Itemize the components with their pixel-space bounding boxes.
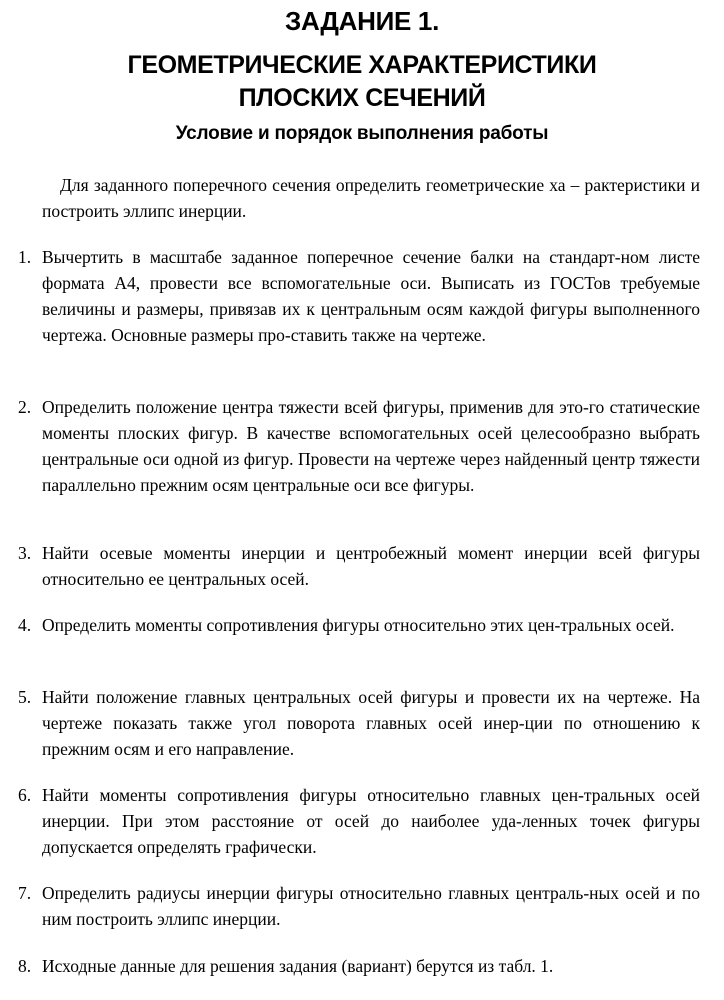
- topic-title-line-2: ПЛОСКИХ СЕЧЕНИЙ: [238, 84, 486, 112]
- list-item-text: Найти моменты сопротивления фигуры относительно главных цен-тральных осей инерции. При этом расстояние от осей до наиболее уда-ленных точек фигуры допускается определять графически.: [42, 785, 700, 857]
- list-item-number: 7.: [18, 883, 32, 903]
- list-item-text: Исходные данные для решения задания (вариант) берутся из табл. 1.: [42, 956, 554, 976]
- list-item-number: 5.: [18, 687, 32, 707]
- topic-title-line-1: ГЕОМЕТРИЧЕСКИЕ ХАРАКТЕРИСТИКИ: [127, 51, 597, 79]
- list-item-text: Найти осевые моменты инерции и центробежный момент инерции всей фигуры относительно ее центральных осей.: [42, 543, 700, 589]
- list-item-text: Вычертить в масштабе заданное поперечное сечение балки на стандарт-ном листе формата А4, провести все вспомогательные оси. Выписать из ГОСТов требуемые величины и размеры, привязав их к центральным осям каждой фигуры выполненного чертежа. Основные размеры про-ставить также на чертеже.: [42, 247, 700, 345]
- list-item-number: 1.: [18, 247, 32, 267]
- list-item-text: Найти положение главных центральных осей фигуры и провести их на чертеже. На чертеже показать также угол поворота главных осей инер-ции по отношению к прежним осям и его направление.: [42, 687, 700, 759]
- list-item-number: 8.: [18, 956, 32, 976]
- list-item-text: Определить моменты сопротивления фигуры относительно этих цен-тральных осей.: [42, 615, 675, 635]
- list-item-text: Определить положение центра тяжести всей фигуры, применив для это-го статические моменты плоских фигур. В качестве вспомогательных осей целесообразно выбрать центральные оси одной из фигур. Провести на чертеже через найденный центр тяжести параллельно прежним осям центральные оси все фигуры.: [42, 397, 700, 495]
- list-item-number: 2.: [18, 397, 32, 417]
- section-heading: Условие и порядок выполнения работы: [175, 123, 549, 144]
- list-item-number: 3.: [18, 543, 32, 563]
- list-item-number: 4.: [18, 615, 32, 635]
- intro-paragraph: Для заданного поперечного сечения определить геометрические ха – рактеристики и построить эллипс инерции.: [42, 175, 700, 221]
- list-item-number: 6.: [18, 785, 32, 805]
- task-title: ЗАДАНИЕ 1.: [284, 6, 440, 36]
- list-item-text: Определить радиусы инерции фигуры относительно главных централь-ных осей и по ним построить эллипс инерции.: [42, 883, 700, 929]
